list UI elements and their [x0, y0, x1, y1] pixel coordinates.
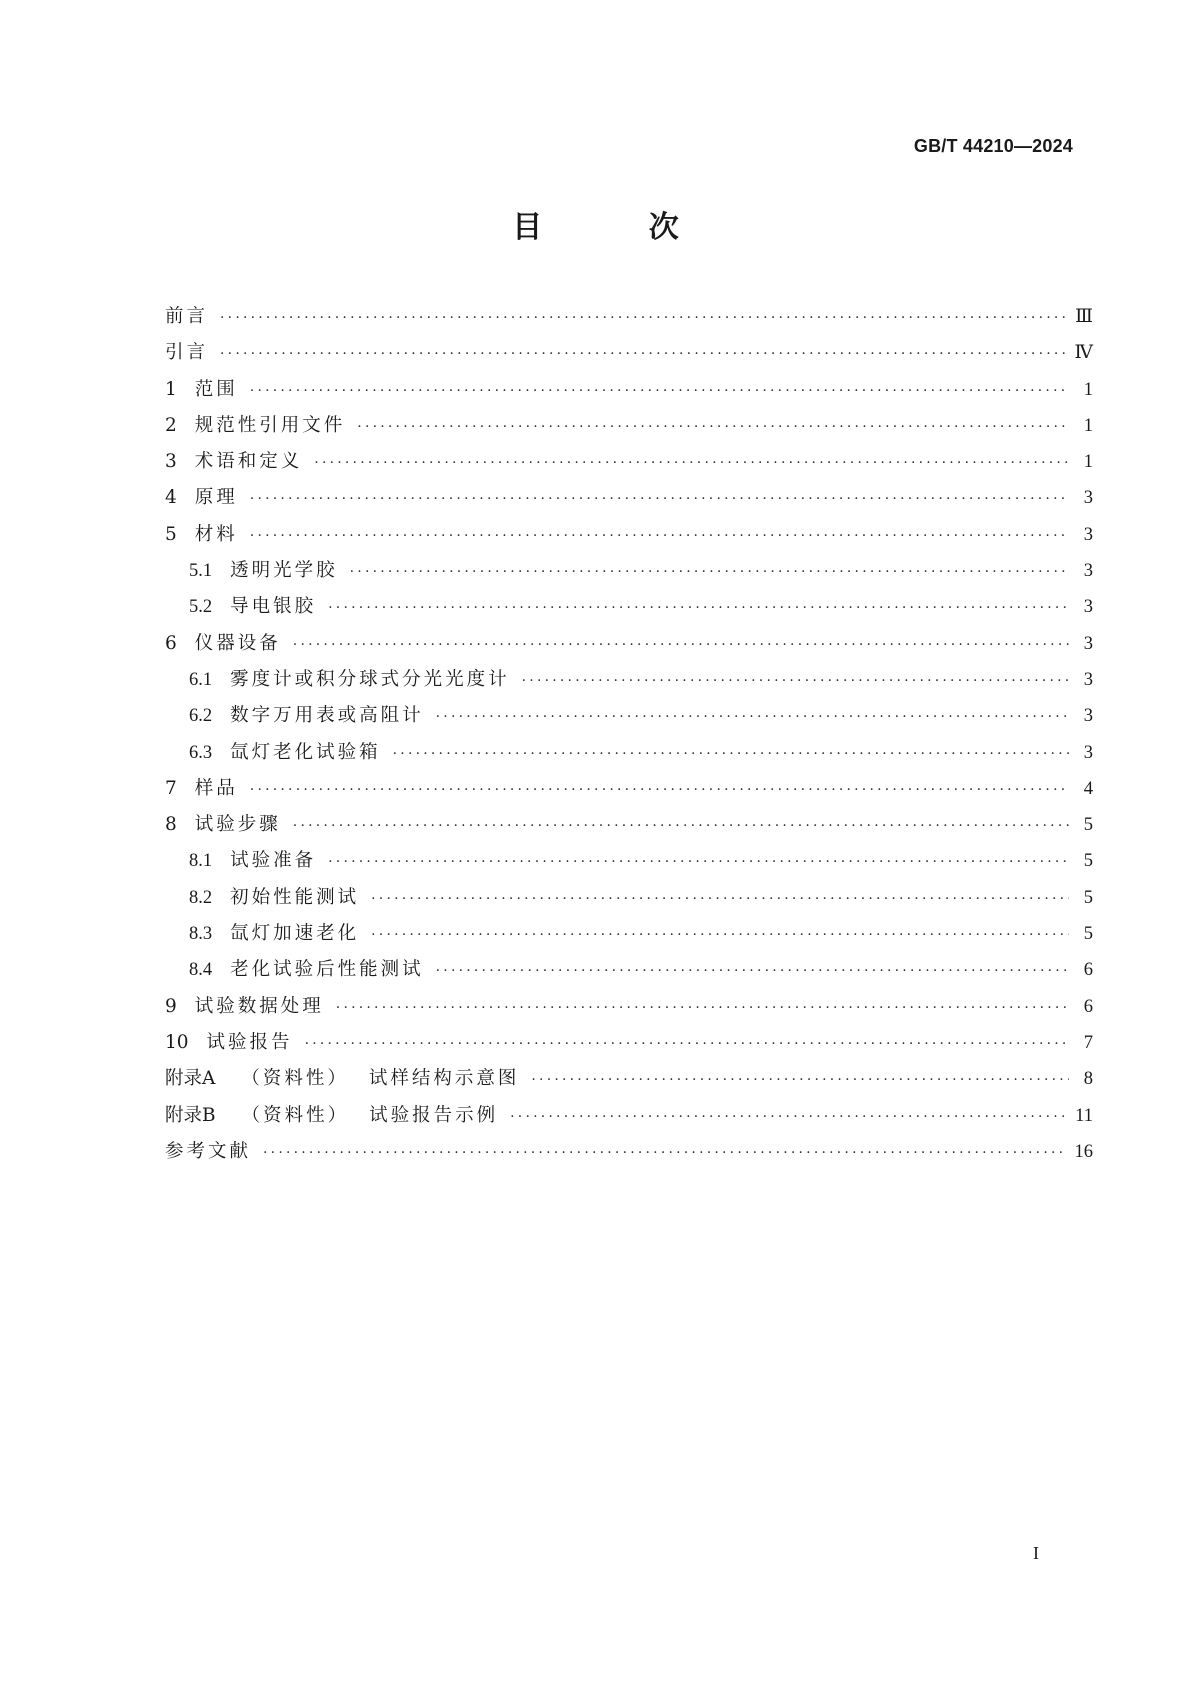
toc-entry[interactable] — [165, 411, 1093, 447]
toc-entry-page: 3 — [1083, 488, 1093, 509]
toc-entry[interactable] — [165, 483, 1093, 519]
toc-entry-number: 8.2 — [189, 887, 213, 908]
toc-entry-page: 5 — [1083, 924, 1093, 945]
toc-entry-page: 4 — [1083, 778, 1093, 799]
toc-leader-dots — [250, 528, 1069, 544]
toc-entry-page: 11 — [1075, 1105, 1093, 1126]
toc-entry-page: 5 — [1083, 887, 1093, 908]
toc-leader-dots — [522, 673, 1069, 689]
toc-leader-dots — [293, 818, 1069, 834]
toc-leader-dots — [250, 491, 1069, 507]
toc-entry-number: 9 — [165, 995, 177, 1017]
toc-leader-dots — [510, 1109, 1065, 1125]
toc-entry-number: 8.1 — [189, 851, 213, 872]
toc-leader-dots — [371, 927, 1069, 943]
toc-entry-label: 范围 — [194, 378, 238, 400]
toc-entry-label: 初始性能测试 — [230, 886, 360, 908]
toc-leader-dots — [250, 383, 1069, 399]
toc-entry[interactable] — [165, 955, 1093, 991]
toc-entry-number: 6.3 — [189, 742, 213, 763]
toc-entry[interactable] — [165, 810, 1093, 846]
toc-entry[interactable] — [165, 629, 1093, 665]
toc-entry-label: 原理 — [194, 487, 238, 509]
toc-entry-annex-type: （资料性） — [241, 1104, 350, 1126]
toc-entry[interactable] — [165, 919, 1093, 955]
toc-leader-dots — [350, 564, 1069, 580]
toc-entry-label: 样品 — [194, 777, 238, 799]
toc-entry[interactable] — [165, 992, 1093, 1028]
toc-entry-number: 7 — [165, 777, 177, 799]
toc-entry-number: 6 — [165, 632, 177, 654]
toc-entry-label: 试验准备 — [230, 850, 317, 872]
toc-leader-dots — [250, 782, 1069, 798]
toc-entry-page: Ⅲ — [1075, 307, 1093, 327]
toc-entry[interactable] — [165, 1137, 1093, 1173]
toc-entry-number: 8 — [165, 814, 177, 836]
toc-entry-page: 3 — [1083, 633, 1093, 654]
toc-entry-number: 8.3 — [189, 924, 213, 945]
toc-entry[interactable] — [165, 883, 1093, 919]
toc-entry-page: 16 — [1074, 1141, 1093, 1162]
toc-entry[interactable] — [165, 302, 1093, 338]
toc-leader-dots — [220, 310, 1065, 326]
toc-entry[interactable] — [165, 738, 1093, 774]
page-title: 目 次 — [512, 210, 727, 245]
toc-entry-number: 6.2 — [189, 706, 213, 727]
toc-entry-label: 试验数据处理 — [194, 995, 324, 1017]
toc-leader-dots — [305, 1036, 1069, 1052]
toc-entry-page: 5 — [1083, 815, 1093, 836]
toc-entry[interactable] — [165, 447, 1093, 483]
toc-entry-label: 规范性引用文件 — [194, 414, 346, 436]
toc-entry-page: Ⅳ — [1074, 343, 1093, 364]
toc-entry[interactable] — [165, 520, 1093, 556]
toc-entry-number: 5.2 — [189, 597, 213, 618]
toc-entry-number: 2 — [165, 414, 177, 436]
toc-entry-number: 5 — [165, 523, 177, 545]
toc-entry-page: 5 — [1083, 851, 1093, 872]
toc-entry[interactable] — [165, 665, 1093, 701]
toc-leader-dots — [314, 455, 1069, 471]
toc-entry-label: 试验报告示例 — [369, 1104, 499, 1126]
toc-entry-label: 氙灯老化试验箱 — [230, 741, 381, 763]
toc-entry-page: 1 — [1083, 379, 1093, 400]
toc-entry[interactable] — [165, 556, 1093, 592]
toc-entry-label: 雾度计或积分球式分光光度计 — [230, 668, 510, 690]
toc-entry-label: 引言 — [165, 342, 209, 364]
toc-entry[interactable] — [165, 846, 1093, 882]
toc-leader-dots — [531, 1072, 1069, 1088]
toc-entry-label: 试样结构示意图 — [368, 1068, 520, 1090]
toc-entry-label: 透明光学胶 — [230, 560, 338, 582]
toc-entry[interactable] — [165, 1064, 1093, 1100]
toc-leader-dots — [293, 637, 1069, 653]
toc-entry[interactable] — [165, 592, 1093, 628]
toc-entry-number: 5.1 — [189, 561, 213, 582]
toc-leader-dots — [220, 346, 1065, 362]
toc-entry-page: 3 — [1083, 742, 1093, 763]
toc-leader-dots — [436, 963, 1069, 979]
toc-entry-annex-type: （资料性） — [241, 1068, 349, 1090]
toc-entry-number: 附录A — [165, 1068, 216, 1090]
toc-entry-number: 3 — [165, 451, 177, 473]
table-of-contents — [165, 302, 1093, 1173]
toc-entry-page: 6 — [1083, 996, 1093, 1017]
toc-entry-number: 6.1 — [189, 669, 213, 690]
toc-leader-dots — [357, 419, 1069, 435]
toc-entry-label: 试验报告 — [206, 1031, 293, 1053]
toc-leader-dots — [371, 891, 1069, 907]
toc-leader-dots — [393, 746, 1069, 762]
toc-entry-page: 1 — [1083, 415, 1093, 436]
toc-entry-label: 仪器设备 — [194, 632, 281, 654]
toc-entry-label: 前言 — [165, 306, 209, 327]
toc-entry-page: 8 — [1083, 1069, 1093, 1090]
toc-leader-dots — [328, 600, 1069, 616]
toc-entry-page: 1 — [1083, 452, 1093, 473]
toc-entry-number: 10 — [165, 1031, 189, 1053]
toc-entry-label: 试验步骤 — [194, 814, 281, 836]
toc-entry-label: 氙灯加速老化 — [230, 923, 360, 945]
toc-entry-number: 1 — [165, 378, 177, 400]
toc-entry[interactable] — [165, 1101, 1093, 1137]
toc-entry-page: 7 — [1083, 1032, 1093, 1053]
toc-entry-label: 老化试验后性能测试 — [230, 959, 424, 981]
toc-entry[interactable] — [165, 338, 1093, 374]
toc-entry-number: 8.4 — [189, 960, 213, 981]
toc-entry[interactable] — [165, 701, 1093, 737]
toc-entry-label: 材料 — [194, 523, 238, 545]
toc-entry-number: 附录B — [165, 1104, 216, 1126]
toc-entry-label: 参考文献 — [165, 1140, 252, 1162]
toc-entry-page: 3 — [1083, 669, 1093, 690]
page-number: I — [1033, 1543, 1039, 1563]
toc-entry-label: 导电银胶 — [230, 596, 317, 618]
toc-entry-label: 数字万用表或高阻计 — [230, 705, 424, 727]
toc-entry-number: 4 — [165, 487, 177, 509]
toc-leader-dots — [263, 1145, 1064, 1161]
toc-leader-dots — [328, 854, 1069, 870]
toc-entry-page: 3 — [1083, 706, 1093, 727]
toc-leader-dots — [336, 1000, 1069, 1016]
toc-entry-page: 6 — [1083, 960, 1093, 981]
toc-entry[interactable] — [165, 1028, 1093, 1064]
toc-entry-label: 术语和定义 — [194, 451, 303, 473]
toc-entry-page: 3 — [1083, 597, 1093, 618]
toc-entry-page: 3 — [1083, 524, 1093, 545]
standard-code: GB/T 44210—2024 — [913, 136, 1073, 156]
toc-entry-page: 3 — [1083, 561, 1093, 582]
toc-entry[interactable] — [165, 375, 1093, 411]
toc-entry[interactable] — [165, 774, 1093, 810]
toc-leader-dots — [436, 709, 1069, 725]
